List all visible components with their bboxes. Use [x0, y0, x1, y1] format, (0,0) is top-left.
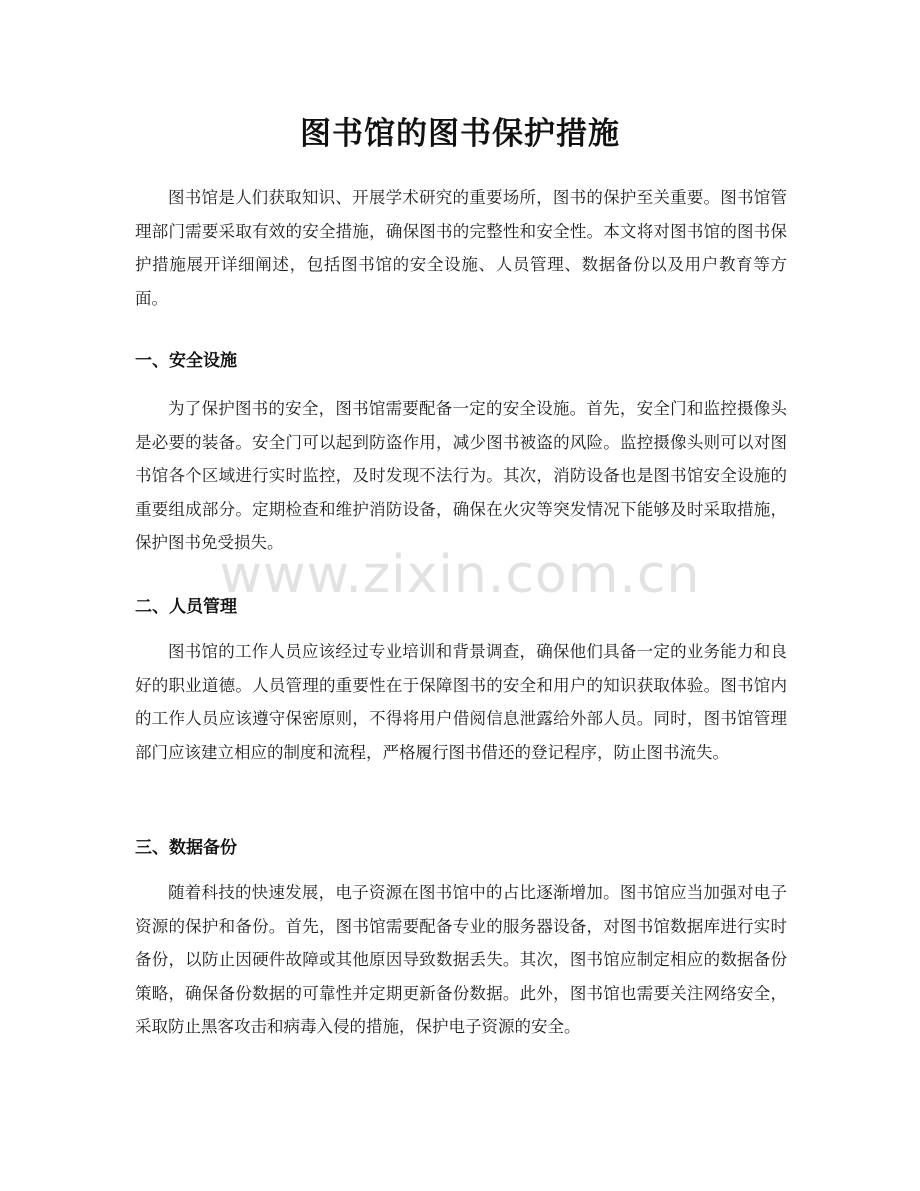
section-body-staff: 图书馆的工作人员应该经过专业培训和背景调查，确保他们具备一定的业务能力和良好的职业道德。人员管理的重要性在于保障图书的安全和用户的知识获取体验。图书馆内的工作人员应该遵守保密原则，不得将用户借阅信息泄露给外部人员。同时，图书馆管理部门应该建立相应的制度和流程，严格履行图书借还的登记程序，防止图书流失。	[135, 642, 787, 762]
intro-paragraph: 图书馆是人们获取知识、开展学术研究的重要场所，图书的保护至关重要。图书馆管理部门需要采取有效的安全措施，确保图书的完整性和安全性。本文将对图书馆的图书保护措施展开详细阐述，包括图书馆的安全设施、人员管理、数据备份以及用户教育等方面。	[135, 188, 787, 308]
section-body-safety: 为了保护图书的安全，图书馆需要配备一定的安全设施。首先，安全门和监控摄像头是必要的装备。安全门可以起到防盗作用，减少图书被盗的风险。监控摄像头则可以对图书馆各个区域进行实时监控，及时发现不法行为。其次，消防设备也是图书馆安全设施的重要组成部分。定期检查和维护消防设备，确保在火灾等突发情况下能够及时采取措施，保护图书免受损失。	[135, 399, 787, 552]
section-heading-backup: 三、数据备份	[135, 838, 237, 858]
section-heading-staff: 二、人员管理	[135, 597, 237, 617]
watermark-text: www.zixin.com.cn	[219, 545, 701, 605]
page-title: 图书馆的图书保护措施	[300, 116, 620, 152]
section-heading-safety: 一、安全设施	[135, 351, 237, 371]
section-body-backup: 随着科技的快速发展，电子资源在图书馆中的占比逐渐增加。图书馆应当加强对电子资源的保护和备份。首先，图书馆需要配备专业的服务器设备，对图书馆数据库进行实时备份，以防止因硬件故障或其他原因导致数据丢失。其次，图书馆应制定相应的数据备份策略，确保备份数据的可靠性并定期更新备份数据。此外，图书馆也需要关注网络安全，采取防止黑客攻击和病毒入侵的措施，保护电子资源的安全。	[135, 883, 787, 1036]
